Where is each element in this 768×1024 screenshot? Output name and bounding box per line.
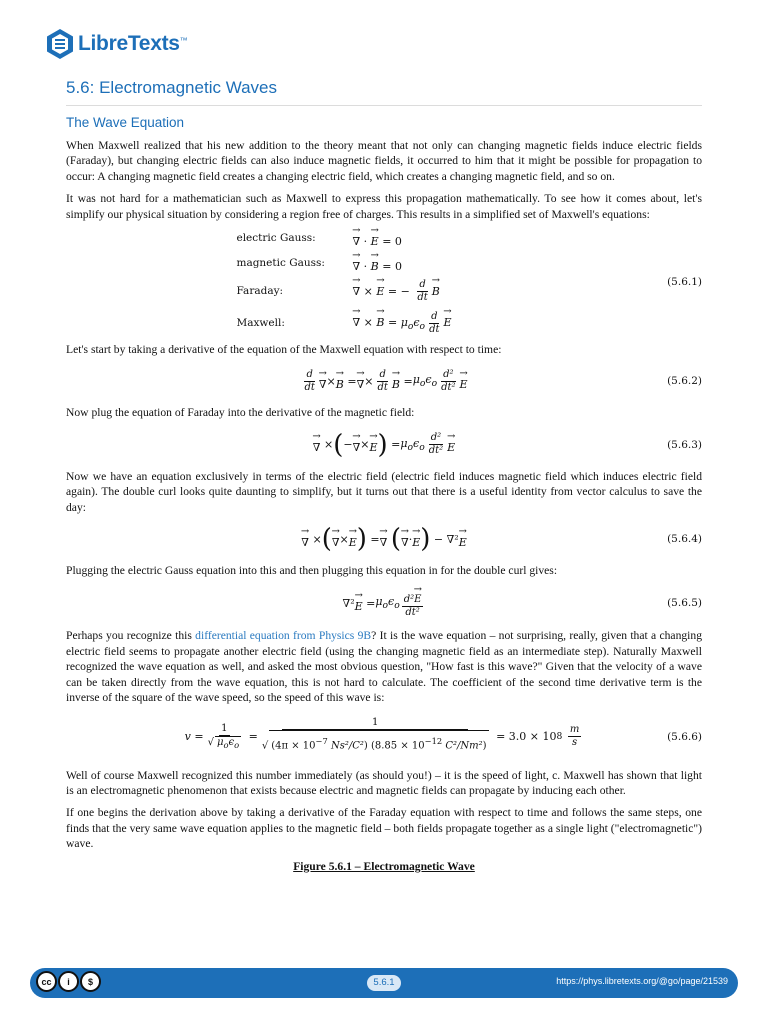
- equation-number: (5.6.4): [667, 533, 702, 546]
- eq-label-electric-gauss: electric Gauss:: [236, 232, 316, 245]
- figure-caption: Figure 5.6.1 – Electromagnetic Wave: [293, 859, 475, 873]
- eq-maxwell: → ∇ × → $B = \mu_o\epsilon_o$ $\frac{d}{dt}$ → E: [352, 310, 451, 336]
- cc-icon: cc: [36, 971, 57, 992]
- equation-5-6-6: v = $\frac{1}{√ \mu_o\epsilon_o}$ = $\frac{1}{√ (4\pi \times 10^{-7} Ns^2/C^2) (8.85 \times 10^{-12} C^2/Nm^2)}$ = 3.0 × 10 8 $\frac{m}{s}$ (5.6.6): [66, 713, 702, 761]
- by-icon: i: [58, 971, 79, 992]
- libretexts-logo[interactable]: [46, 26, 188, 62]
- equation-5-6-5: ∇² → E = $\mu_o\epsilon_o$ $\frac{\text{d²→ E}}{\text{dt²}}$ (5.6.5): [66, 585, 702, 621]
- paragraph-3: Let's start by taking a derivative of the equation of the Maxwell equation with respect to time:: [66, 343, 502, 357]
- equation-number: (5.6.1): [667, 276, 702, 289]
- equation-5-6-4: → ∇ × ( → ∇ × → E ) = → ∇ ( → ∇ · → E ) − ∇² → E (5.6.4): [66, 522, 702, 556]
- paragraph-7-text-b: ? It is the wave equation – not surprising, really, given that a changing electric field seems to propagate another electric field (using the changing magnetic field as an intermediate step). Naturally Maxwell recognized the wave equation as well, and asked the most obvious question, "How fast is this wave?" Given that the velocity of a wave can be taken directly from the wave equation, this is not hard to calculate. The coefficient of the second time derivative term is the inverse of the square of the wave speed, so the speed of this wave is:: [66, 629, 702, 705]
- eq-magnetic-gauss: → ∇ · → B = 0: [352, 254, 451, 273]
- equation-number: (5.6.2): [667, 375, 702, 388]
- brand-trademark: ™: [179, 35, 188, 45]
- paragraph-7-text-a: Perhaps you recognize this: [66, 629, 196, 643]
- equation-5-6-1: [66, 229, 702, 335]
- eq-label-maxwell: Maxwell:: [236, 316, 285, 329]
- paragraph-7: [66, 628, 702, 705]
- eq-electric-gauss: → ∇ · → E = 0: [352, 229, 451, 248]
- eq-label-magnetic-gauss: magnetic Gauss:: [236, 257, 325, 270]
- brand-name: LibreTexts: [78, 32, 180, 55]
- paragraph-6: Plugging the electric Gauss equation into this and then plugging this equation in for the double curl gives:: [66, 564, 558, 578]
- license-badge[interactable]: [36, 971, 101, 992]
- eq-label-faraday: Faraday:: [236, 285, 284, 298]
- section-heading: The Wave Equation: [66, 115, 185, 130]
- paragraph-2: It was not hard for a mathematician such as Maxwell to express this propagation mathematically. To see how it comes about, let's simplify our physical situation by considering a region free of charges. This results in a simplified set of Maxwell's equations:: [66, 192, 702, 221]
- page-url[interactable]: https://phys.libretexts.org/@go/page/21539: [556, 976, 728, 986]
- page-title: 5.6: Electromagnetic Waves: [66, 78, 702, 106]
- article: [66, 74, 702, 873]
- paragraph-9: If one begins the derivation above by taking a derivative of the Faraday equation with respect to time and follows the same steps, one finds that the very same wave equation applies to the magnetic field – both fields propagate together as a single light ("electromagnetic") wave.: [66, 806, 702, 851]
- paragraph-4: Now plug the equation of Faraday into the derivative of the magnetic field:: [66, 406, 415, 420]
- nc-icon: $: [80, 971, 101, 992]
- page-number: 5.6.1: [367, 975, 401, 991]
- eq-faraday: → ∇ × → E = − $\frac{d}{dt}$ → B: [352, 279, 451, 305]
- equation-5-6-3: → ∇ × ( − → ∇ × → E ) = $\mu_o\epsilon_o$ $\frac{\text{d²}}{\text{dt²}}$ → E (5.6.3): [66, 428, 702, 462]
- equation-number: (5.6.3): [667, 438, 702, 451]
- paragraph-5: Now we have an equation exclusively in terms of the electric field (electric field induces magnetic field which induces electric field again). The double curl looks quite daunting to simplify, but it turns out that there is a useful identity from vector calculus to save the day:: [66, 469, 702, 514]
- page-footer: [30, 968, 738, 998]
- paragraph-1: When Maxwell realized that his new addition to the theory meant that not only can changing magnetic fields induce electric fields (Faraday), but changing electric fields can also induce magnetic fields, it occurred to him that it might be possible for propagation to occur: A changing magnetic field creates a changing electric field, which creates a changing magnetic field, and so on.: [66, 139, 702, 183]
- equation-5-6-2: $\frac{d}{dt}$ → ∇ × → B = → ∇ × $\frac{d}{dt}$ → B = $\mu_o\epsilon_o$ $\frac{\text{d²}}{\text{dt²}}$ → E (5.6.2): [66, 364, 702, 398]
- equation-number: (5.6.6): [667, 730, 702, 743]
- equation-number: (5.6.5): [667, 597, 702, 610]
- libretexts-logo-icon: [46, 28, 74, 60]
- physics-9b-link[interactable]: differential equation from Physics 9B: [195, 629, 372, 643]
- paragraph-8: Well of course Maxwell recognized this number immediately (as should you!) – it is the speed of light, c. Maxwell has shown that light is an electromagnetic phenomenon that exists because electric and magnetic fields can propagate by inducing each other.: [66, 768, 702, 797]
